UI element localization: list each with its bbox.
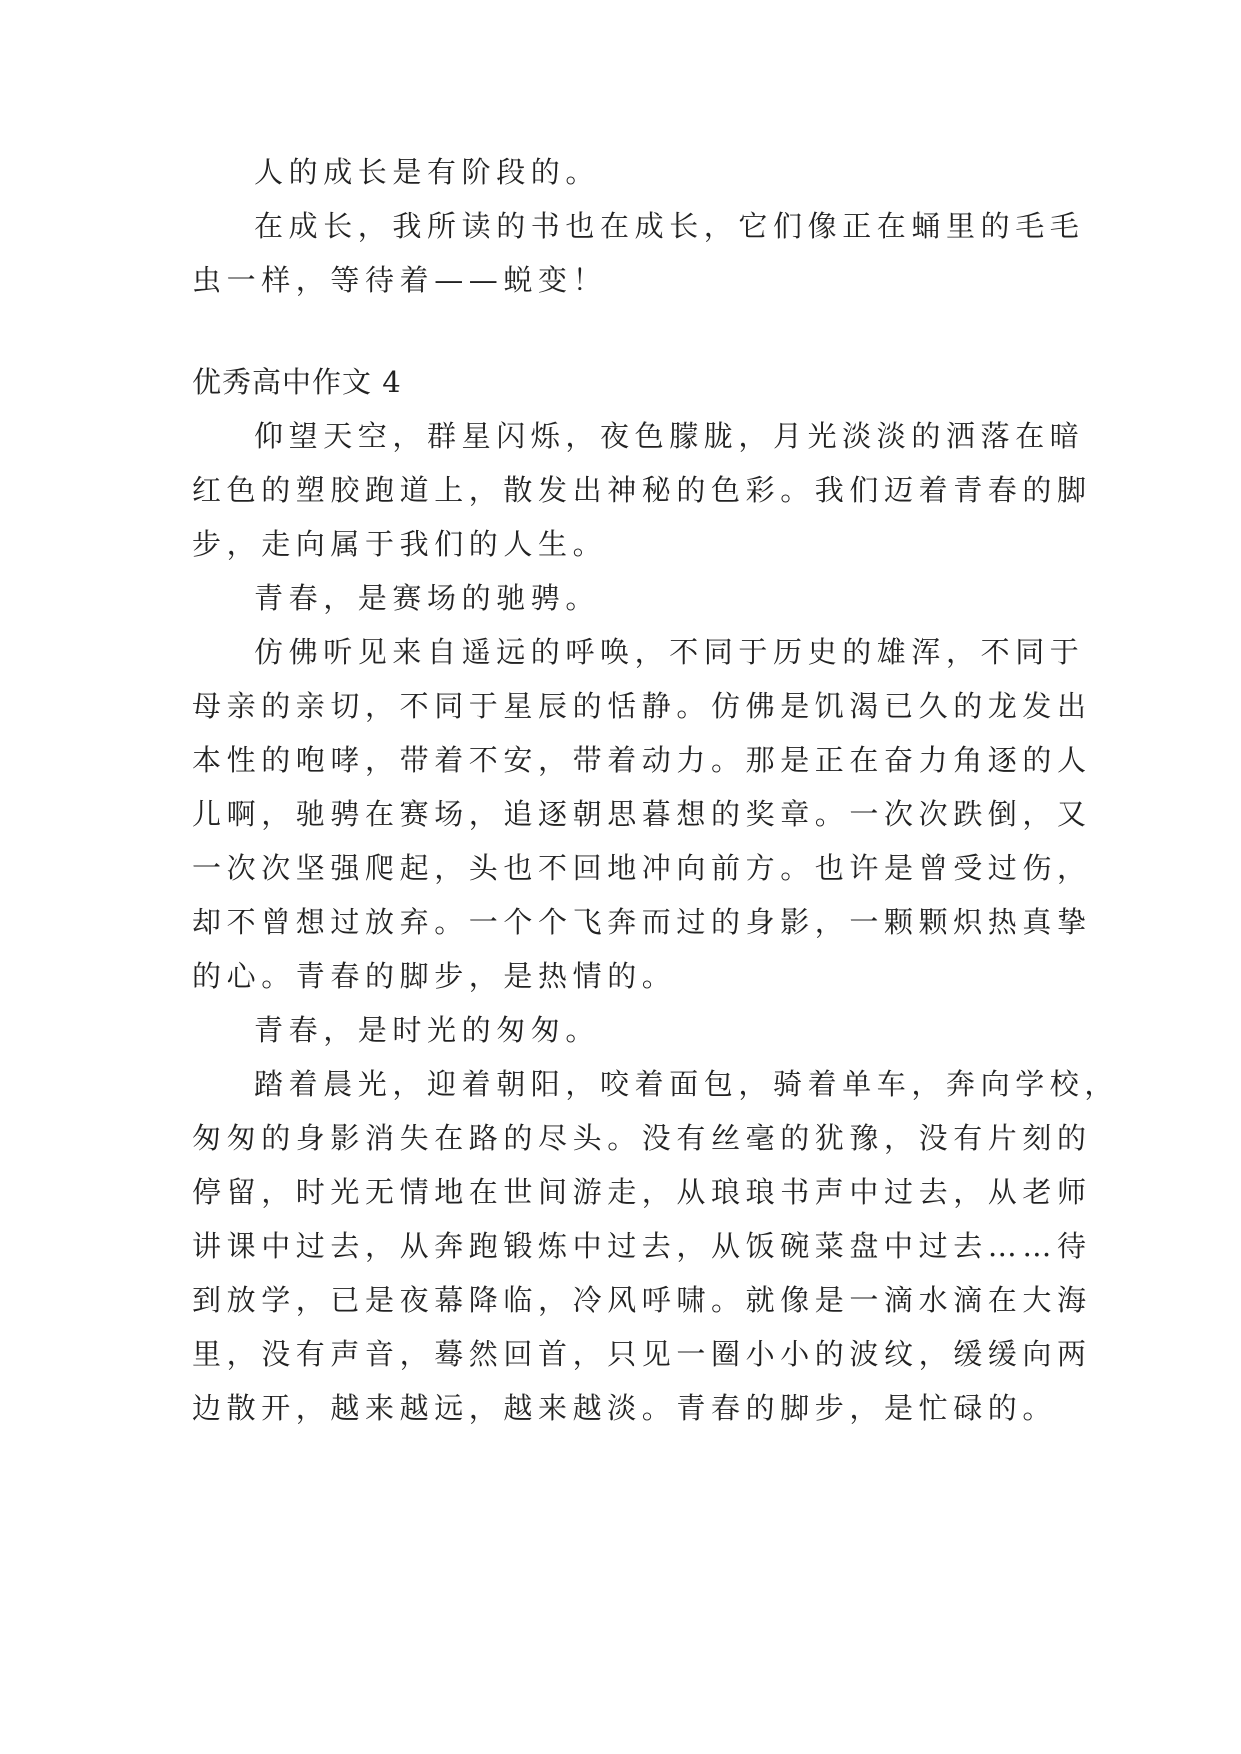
paragraph-line: 人的成长是有阶段的。 — [254, 155, 601, 189]
paragraph-line: 却不曾想过放弃。一个个飞奔而过的身影，一颗颗炽热真挚 — [192, 905, 1092, 939]
paragraph-line: 本性的咆哮，带着不安，带着动力。那是正在奋力角逐的人 — [192, 743, 1092, 777]
paragraph-line: 边散开，越来越远，越来越淡。青春的脚步，是忙碌的。 — [192, 1391, 1058, 1425]
paragraph-line: 红色的塑胶跑道上，散发出神秘的色彩。我们迈着青春的脚 — [192, 473, 1092, 507]
paragraph-line: 在成长，我所读的书也在成长，它们像正在蛹里的毛毛 — [254, 209, 1085, 243]
paragraph-line: 青春，是时光的匆匆。 — [254, 1013, 601, 1047]
paragraph-line: 踏着晨光，迎着朝阳，咬着面包，骑着单车，奔向学校， — [254, 1067, 1120, 1101]
paragraph-line: 母亲的亲切，不同于星辰的恬静。仿佛是饥渴已久的龙发出 — [192, 689, 1092, 723]
paragraph-line: 仿佛听见来自遥远的呼唤，不同于历史的雄浑，不同于 — [254, 635, 1085, 669]
paragraph-line: 到放学，已是夜幕降临，冷风呼啸。就像是一滴水滴在大海 — [192, 1283, 1092, 1317]
paragraph-line: 讲课中过去，从奔跑锻炼中过去，从饭碗菜盘中过去……待 — [192, 1229, 1092, 1263]
paragraph-line: 停留，时光无情地在世间游走，从琅琅书声中过去，从老师 — [192, 1175, 1092, 1209]
paragraph-line: 的心。青春的脚步，是热情的。 — [192, 959, 677, 993]
paragraph-line: 仰望天空，群星闪烁，夜色朦胧，月光淡淡的洒落在暗 — [254, 419, 1085, 453]
paragraph-line: 一次次坚强爬起，头也不回地冲向前方。也许是曾受过伤， — [192, 851, 1092, 885]
paragraph-line: 匆匆的身影消失在路的尽头。没有丝毫的犹豫，没有片刻的 — [192, 1121, 1092, 1155]
paragraph-line: 儿啊，驰骋在赛场，追逐朝思暮想的奖章。一次次跌倒，又 — [192, 797, 1092, 831]
paragraph-line: 青春，是赛场的驰骋。 — [254, 581, 601, 615]
paragraph-line: 虫一样，等待着——蜕变！ — [192, 263, 608, 297]
essay-title: 优秀高中作文 4 — [192, 365, 402, 399]
paragraph-line: 步，走向属于我们的人生。 — [192, 527, 608, 561]
paragraph-line: 里，没有声音，蓦然回首，只见一圈小小的波纹，缓缓向两 — [192, 1337, 1092, 1371]
